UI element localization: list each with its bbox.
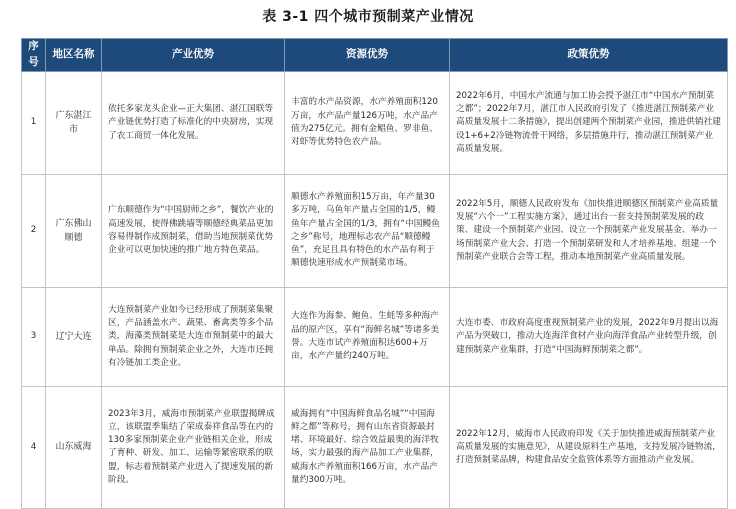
row-resource: 丰富的水产品资源，水产养殖面积120万亩，水产品产量126万吨，水产品产值为275亿元。拥有金鲳鱼、罗非鱼、对虾等优势特色农产品。 [285, 71, 450, 174]
row-region: 辽宁大连 [46, 287, 102, 386]
industry-table [21, 38, 728, 509]
row-index: 2 [22, 174, 46, 287]
header-policy: 政策优势 [450, 39, 728, 72]
header-region: 地区名称 [46, 39, 102, 72]
table-row [22, 71, 728, 174]
header-resource: 资源优势 [285, 39, 450, 72]
row-industry: 广东顺德作为“中国厨师之乡”，餐饮产业的高速发展，使得佛跳墙等顺德经典菜品更加容易得制作成预制菜，借助当地预制菜优势企业可以更加快速的推广地方特色菜品。 [102, 174, 285, 287]
row-industry: 依托多家龙头企业—正大集团、湛江国联等产业链优势打造了标准化的中央厨房，实现了农工商贸一体化发展。 [102, 71, 285, 174]
row-index: 3 [22, 287, 46, 386]
row-index: 4 [22, 386, 46, 508]
row-region: 广东佛山顺德 [46, 174, 102, 287]
row-resource: 威海拥有“中国海鲜食品名城”“中国海鲜之都”等称号，拥有山东省资源最封堵、环境最好、综合效益最奥的海洋牧场，实力最强的海产品加工产业集群，威海水产养殖面积166万亩，水产品产量约300万吨。 [285, 386, 450, 508]
row-industry: 大连预制菜产业如今已经形成了预制菜集聚区，产品涵盖水产、蔬果、畜禽类等多个品类，海藻类预制菜是大连市预制菜中的最大单品。除拥有预制菜企业之外，大连市还拥有冷链加工类企业。 [102, 287, 285, 386]
header-index: 序号 [22, 39, 46, 72]
row-resource: 顺德水产养殖面积15万亩，年产量30多万吨，乌鱼年产量占全国的1/5，鳗鱼年产量占全国的1/3，拥有“中国鳗鱼之乡”称号，地理标志农产品“顺德鳗鱼”，充足且具有特色的水产品有利于顺德快速形成水产预制菜市场。 [285, 174, 450, 287]
table-row [22, 386, 728, 508]
header-industry: 产业优势 [102, 39, 285, 72]
row-policy: 大连市委、市政府高度重视预制菜产业的发展，2022年9月提出以海产品为突破口，推动大连海洋食材产业向海洋食品产业转型升级，创建预制菜产业集群，打造“中国海鲜预制菜之都”。 [450, 287, 728, 386]
row-policy: 2022年5月，顺德人民政府发布《加快推进顺德区预制菜产业高质量发展“六个一”工程实施方案》，通过出台一套支持预制菜发展的政策、建设一个预制菜产业园、设立一个预制菜产业发展基金、举办一场预制菜产业大会、打造一个预制菜研发和人才培养基地、组建一个预制菜产业联合会等工程，推动本地预制菜产业高质量发展。 [450, 174, 728, 287]
row-policy: 2022年6月，中国水产流通与加工协会授予湛江市“中国水产预制菜之都”；2022年7月，湛江市人民政府引发了《推进湛江预制菜产业高质量发展十二条措施》，提出创建两个预制菜产业园，推进供销社建设1+6+2冷链物流骨干网络，多层措施并行，推动湛江预制菜产业高质量发展。 [450, 71, 728, 174]
table-title: 表 3-1 四个城市预制菜产业情况 [262, 9, 474, 25]
table-row [22, 174, 728, 287]
table-row [22, 287, 728, 386]
row-industry: 2023年3月，威海市预制菜产业联盟揭牌成立，该联盟季集结了荣成泰祥食品等在内的130多家预制菜企业产业链相关企业，形成了育种、研发、加工、运输等紧密联系的联盟，标志着预制菜产业进入了提速发展的新阶段。 [102, 386, 285, 508]
table-header-row [22, 39, 728, 72]
row-resource: 大连作为海参、鲍鱼、生蚝等多种海产品的原产区，享有“海鲜名城”等诸多美誉。大连市试产养殖面积达600+万亩，水产产量约240万吨。 [285, 287, 450, 386]
row-region: 广东湛江市 [46, 71, 102, 174]
row-policy: 2022年12月，威海市人民政府印发《关于加快推进威海预制菜产业高质量发展的实施意见》，从建设原料生产基地，支持发展冷链物流，打造预制菜品牌，构建食品安全监管体系等方面推动产业发展。 [450, 386, 728, 508]
row-region: 山东威海 [46, 386, 102, 508]
row-index: 1 [22, 71, 46, 174]
